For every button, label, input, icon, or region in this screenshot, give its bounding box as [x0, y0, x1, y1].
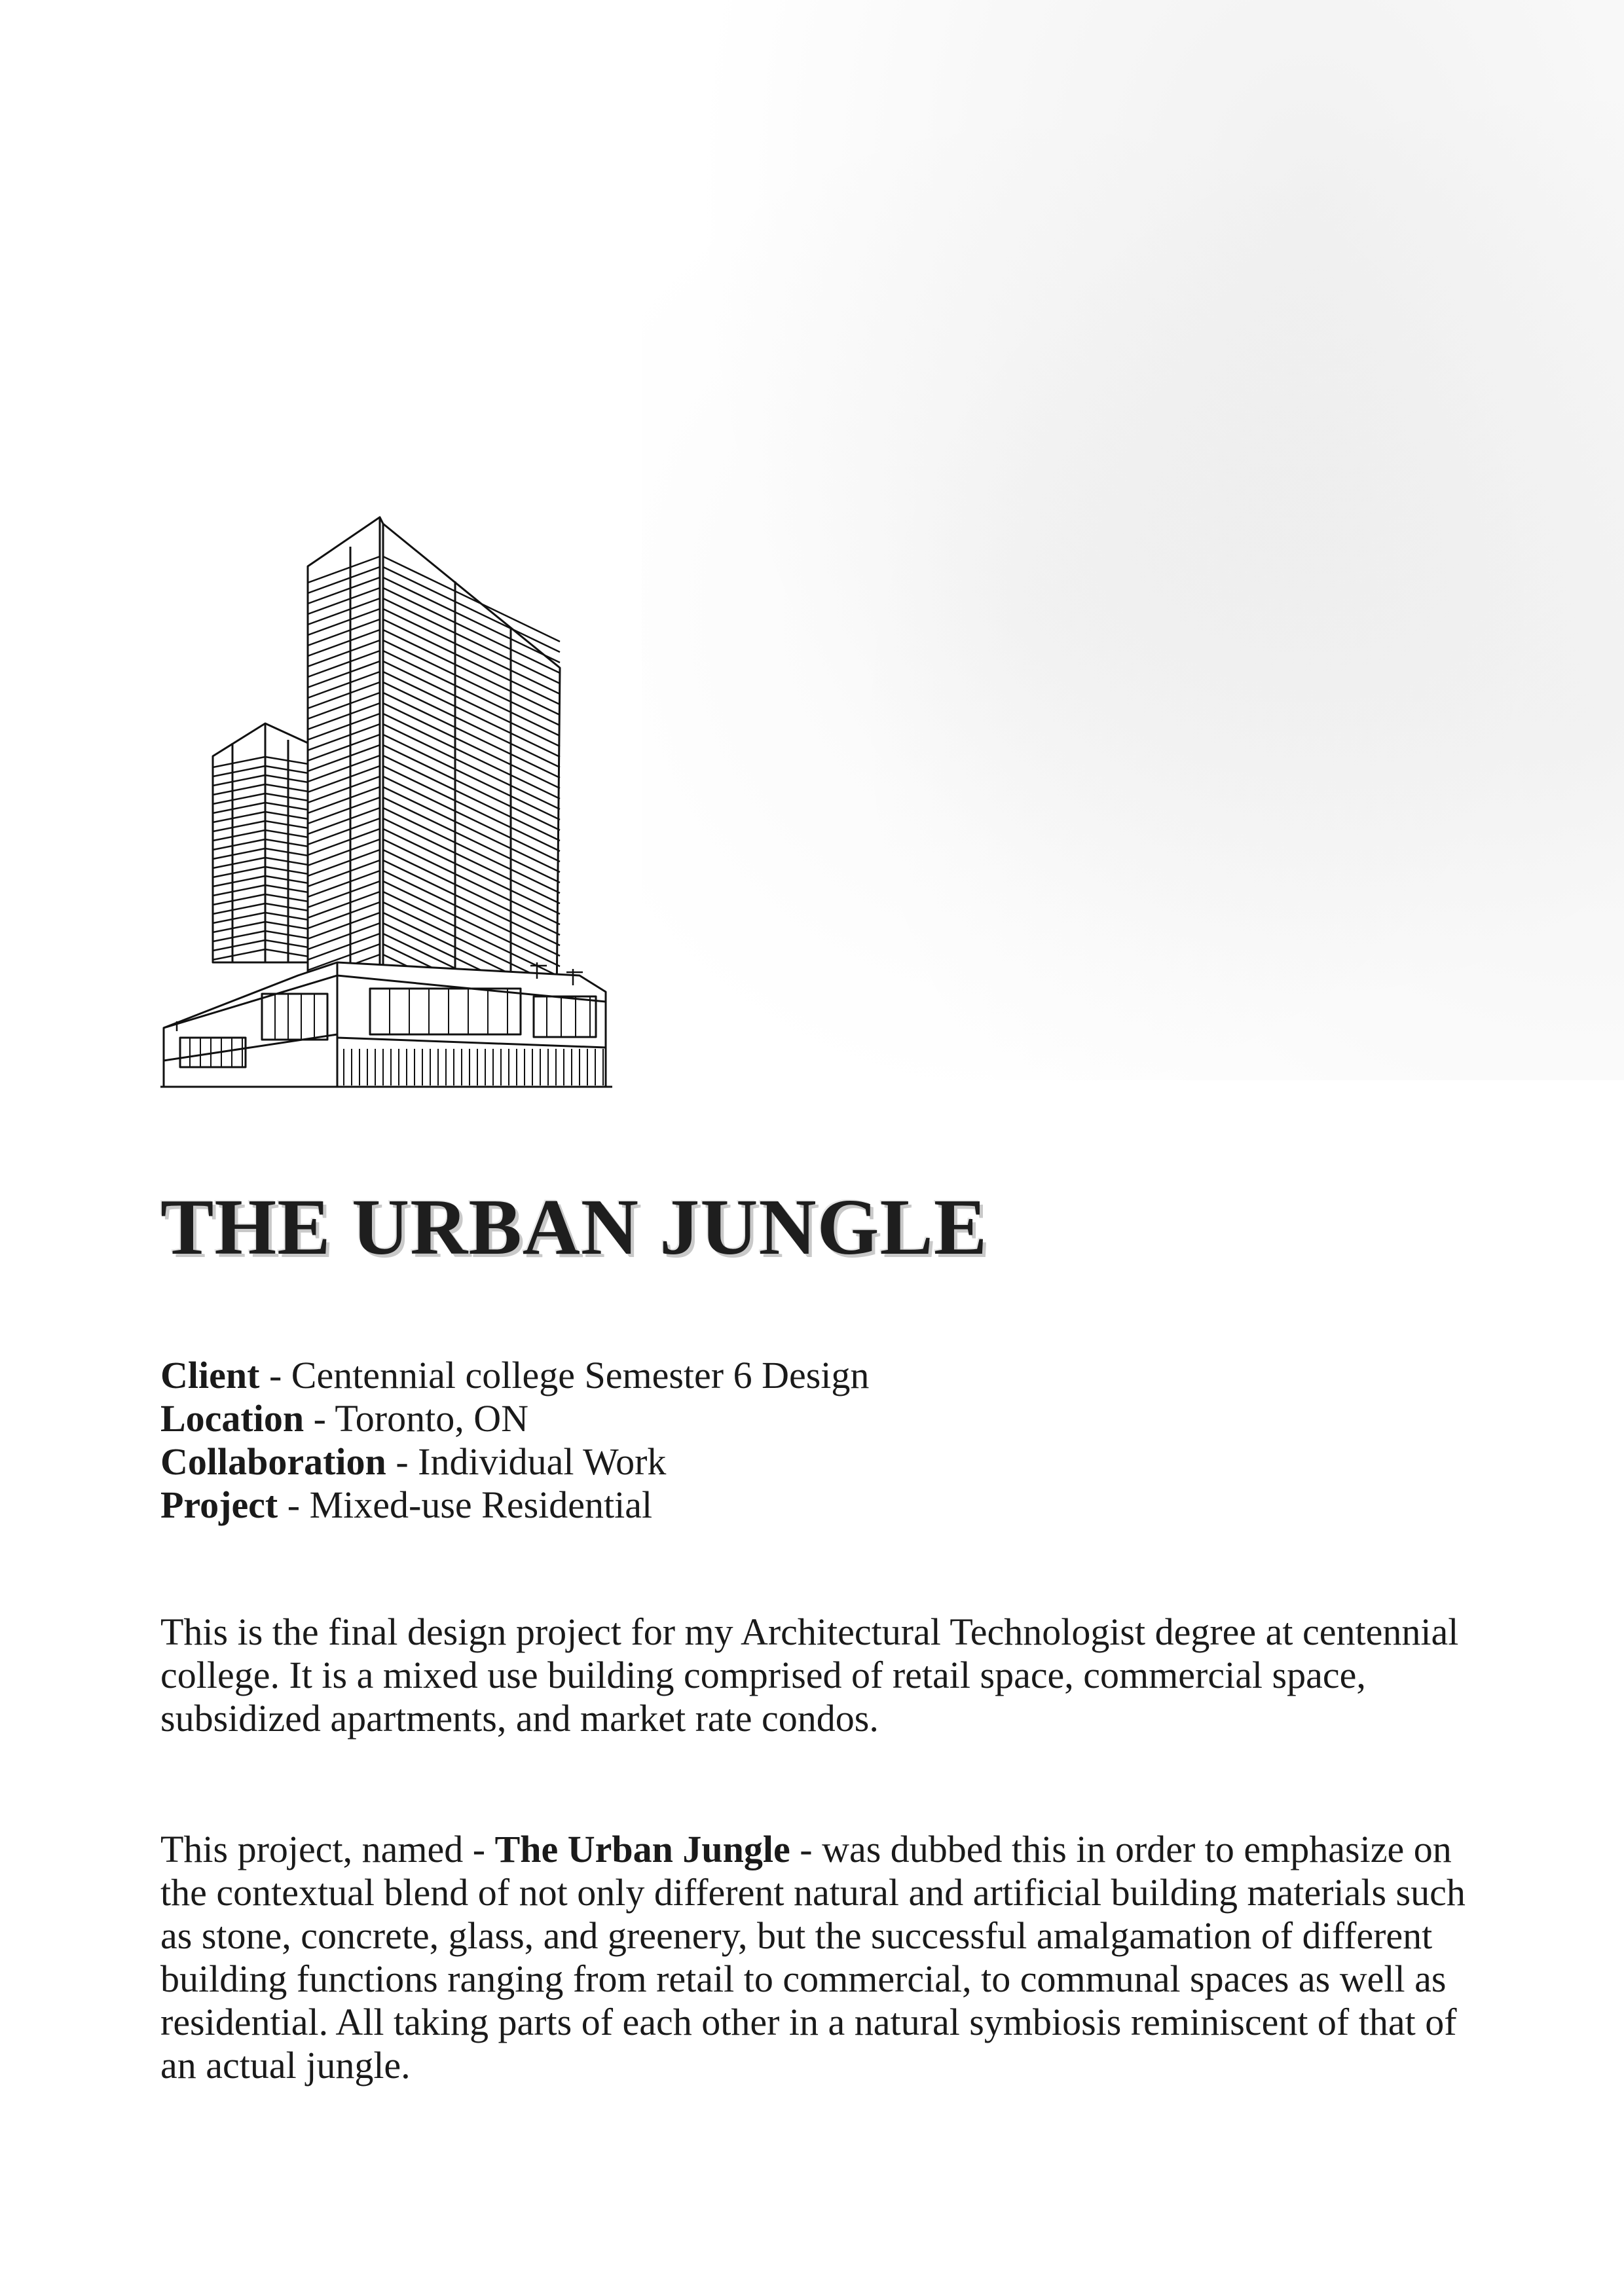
detail-collaboration [160, 1440, 869, 1484]
project-details [160, 1354, 869, 1527]
detail-value: Toronto, ON [335, 1397, 528, 1440]
watercolor-background [642, 0, 1624, 1080]
detail-value: Individual Work [418, 1440, 667, 1483]
paragraph-text: - was dubbed this in order to emphasize on the contextual blend of not only different natural and artificial building materials such as stone, concrete, glass, and greenery, but the successful amalgamation of different building functions ranging from retail to commercial, to communal spaces as well as residential. All taking parts of each other in a natural symbiosis reminiscent of that of an actual jungle. [160, 1828, 1466, 2086]
project-name: The Urban Jungle [494, 1828, 790, 1870]
detail-label: Project [160, 1484, 278, 1526]
detail-project [160, 1484, 869, 1527]
detail-location [160, 1397, 869, 1440]
detail-label: Client [160, 1354, 260, 1396]
detail-label: Collaboration [160, 1440, 386, 1483]
page-title: THE URBAN JUNGLE [160, 1183, 988, 1271]
detail-value: Mixed-use Residential [309, 1484, 653, 1526]
detail-value: Centennial college Semester 6 Design [291, 1354, 870, 1396]
detail-separator: - [304, 1397, 335, 1440]
detail-label: Location [160, 1397, 304, 1440]
building-line-drawing-icon [154, 504, 625, 1093]
detail-client [160, 1354, 869, 1397]
detail-separator: - [386, 1440, 418, 1483]
description-paragraph: This is the final design project for my Architectural Technologist degree at centennial college. It is a mixed use building comprised of retail space, commercial space, subsidized apartments, and market rate condos. [160, 1611, 1459, 1740]
project-name-paragraph [160, 1828, 1470, 2087]
paragraph-text: This project, named - [160, 1828, 495, 1870]
detail-separator: - [259, 1354, 291, 1396]
detail-separator: - [278, 1484, 310, 1526]
